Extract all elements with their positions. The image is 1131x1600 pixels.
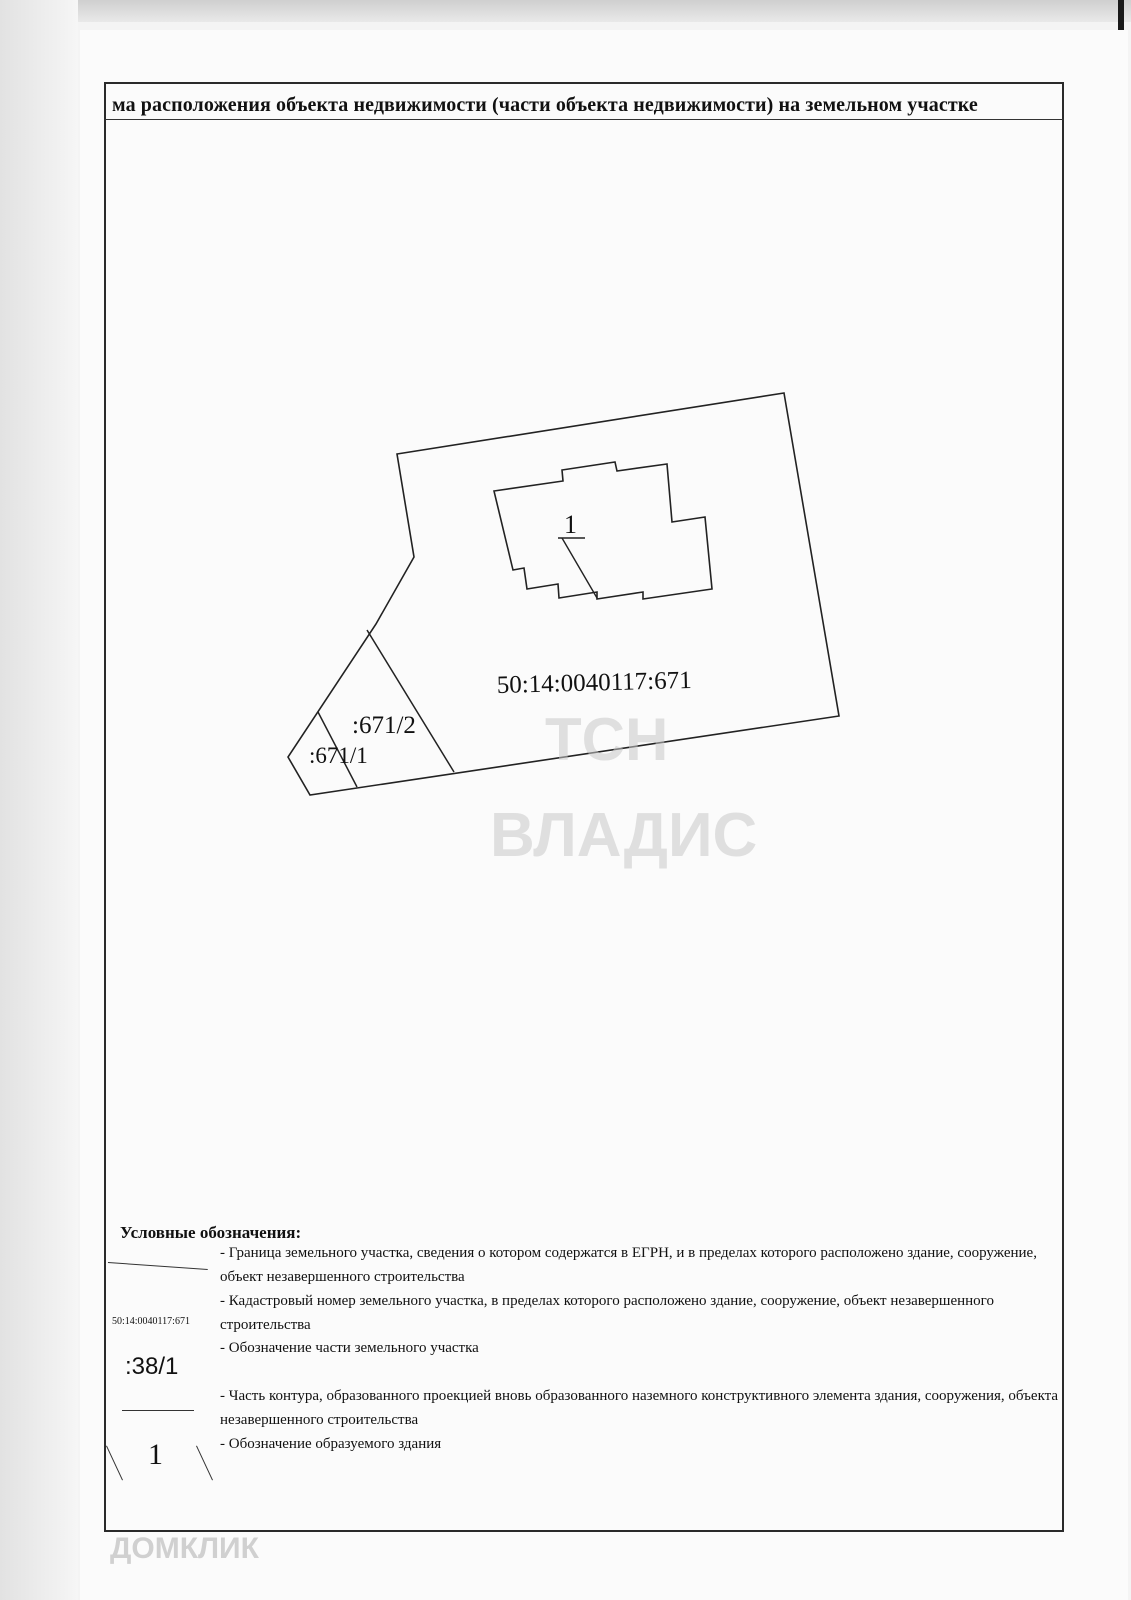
tsn-watermark: ТСН xyxy=(545,706,669,773)
legend-building-symbol xyxy=(106,1438,216,1484)
parcel-number-label: 50:14:0040117:671 xyxy=(496,666,693,699)
legend-building-slash-right xyxy=(196,1446,213,1481)
legend-contour-symbol xyxy=(122,1410,194,1411)
building-leader-line xyxy=(562,538,597,598)
document-title: ма расположения объекта недвижимости (части объекта недвижимости) на земельном участке xyxy=(112,94,978,116)
legend-building-number: 1 xyxy=(148,1438,163,1471)
part-2-label: :671/2 xyxy=(352,712,416,739)
legend-item-contour: - Часть контура, образованного проекцией вновь образованного наземного конструктивного элемента здания, сооружения, объекта незавершенного строительства xyxy=(220,1388,1059,1428)
domklik-watermark: ДОМКЛИК xyxy=(110,1532,259,1565)
building-label: 1 xyxy=(564,510,577,539)
legend-item-boundary: - Граница земельного участка, сведения о котором содержатся в ЕГРН, и в пределах которого расположено здание, сооружение, объект незавершенного строительства xyxy=(220,1245,1037,1285)
legend-building-slash-left xyxy=(106,1446,123,1481)
legend-item-building: - Обозначение образуемого здания xyxy=(220,1436,442,1452)
vladis-watermark: ВЛАДИС xyxy=(490,801,758,870)
part-2-boundary xyxy=(367,630,454,772)
legend-cadastral-symbol: 50:14:0040117:671 xyxy=(112,1316,190,1327)
building-contour xyxy=(494,462,712,599)
legend-item-part: - Обозначение части земельного участка xyxy=(220,1340,479,1356)
part-1-label: :671/1 xyxy=(309,743,368,768)
legend-item-cadastral: - Кадастровый номер земельного участка, в пределах которого расположено здание, сооружение, объект незавершенного строительства xyxy=(220,1293,994,1333)
legend-heading: Условные обозначения: xyxy=(120,1223,302,1242)
legend-part-symbol: :38/1 xyxy=(125,1353,179,1380)
